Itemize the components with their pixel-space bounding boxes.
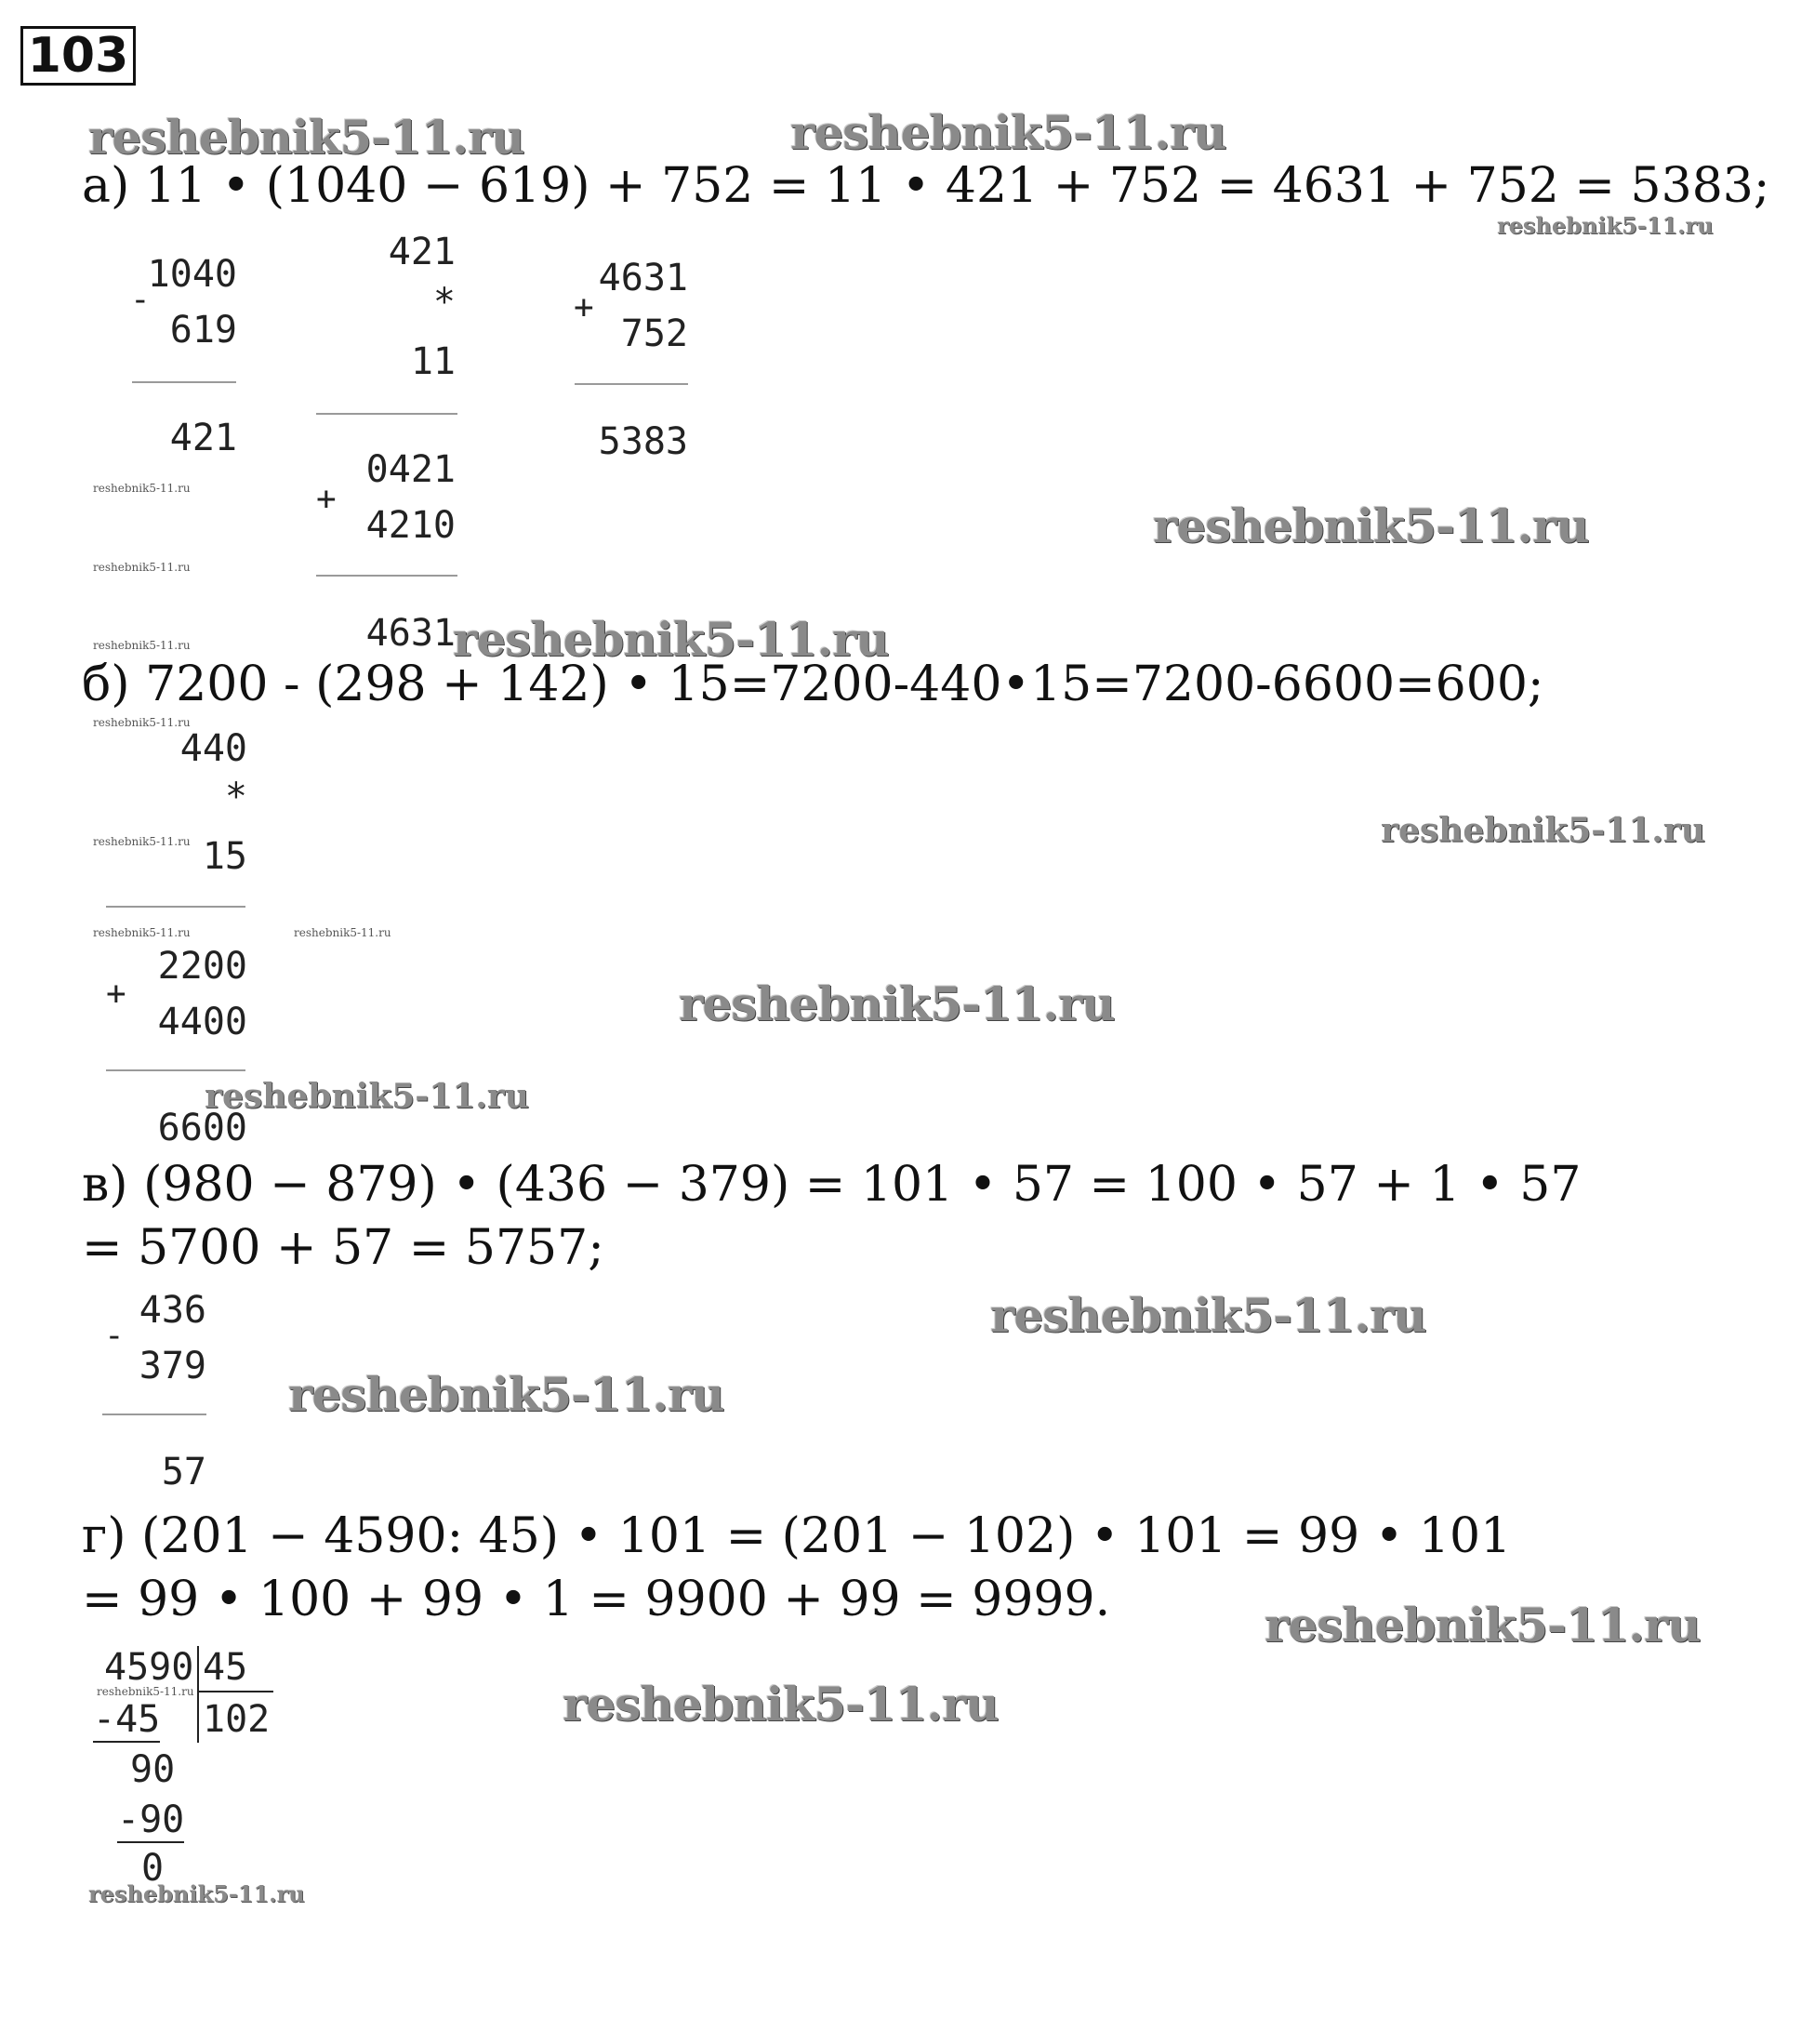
watermark: reshebnik5-11.ru <box>88 1880 305 1907</box>
mul-partial-2: 4210 <box>365 504 456 547</box>
watermark: reshebnik5-11.ru <box>97 1685 194 1698</box>
minus-sign: - <box>104 1317 125 1355</box>
mul-partial-1: 0421 <box>365 448 456 491</box>
mul-partial-1: 2200 <box>157 945 247 988</box>
watermark: reshebnik5-11.ru <box>679 976 1115 1031</box>
mul-bottom: 11 <box>410 340 456 383</box>
part-v-equation-line-2: = 5700 + 57 = 5757; <box>82 1220 604 1276</box>
division-quotient: 102 <box>203 1698 271 1741</box>
sub-minuend: 1040 <box>147 253 237 296</box>
mul-line <box>316 413 457 415</box>
watermark: reshebnik5-11.ru <box>990 1288 1426 1343</box>
division-dividend: 4590 <box>104 1646 194 1689</box>
watermark: reshebnik5-11.ru <box>93 716 191 729</box>
division-step-remainder-1: 90 <box>130 1748 176 1791</box>
add-result: 5383 <box>598 420 688 463</box>
watermark: reshebnik5-11.ru <box>93 835 191 848</box>
sub-line <box>102 1414 206 1415</box>
sub-result: 421 <box>169 417 237 459</box>
minus-sign: - <box>130 281 151 319</box>
division-step-subtract-2: -90 <box>117 1798 185 1841</box>
part-a-equation: а) 11 • (1040 − 619) + 752 = 11 • 421 + 752 = 4631 + 752 = 5383; <box>82 158 1770 214</box>
problem-number: 103 <box>20 26 136 86</box>
mul-top: 440 <box>179 727 247 770</box>
part-g-equation-line-1: г) (201 − 4590: 45) • 101 = (201 − 102) • 101 = 99 • 101 <box>82 1508 1512 1564</box>
watermark: reshebnik5-11.ru <box>93 482 191 495</box>
mul-result: 6600 <box>157 1107 247 1149</box>
part-b-equation: б) 7200 - (298 + 142) • 15=7200-440•15=7200-6600=600; <box>82 657 1544 712</box>
part-g-equation-line-2: = 99 • 100 + 99 • 1 = 9900 + 99 = 9999. <box>82 1572 1111 1627</box>
mul-line <box>106 1069 245 1071</box>
watermark: reshebnik5-11.ru <box>453 612 889 667</box>
part-v-equation-line-1: в) (980 − 879) • (436 − 379) = 101 • 57 = 100 • 57 + 1 • 57 <box>82 1157 1582 1213</box>
division-step-subtract-1: -45 <box>93 1698 161 1741</box>
watermark: reshebnik5-11.ru <box>294 926 391 939</box>
watermark: reshebnik5-11.ru <box>88 110 524 165</box>
mul-star: * <box>432 281 456 324</box>
mul-bottom: 15 <box>202 835 247 878</box>
sub-minuend: 436 <box>139 1289 206 1332</box>
mul-result: 4631 <box>365 612 456 655</box>
plus-sign: + <box>574 288 594 326</box>
watermark: reshebnik5-11.ru <box>93 926 191 939</box>
division-horizontal-line <box>199 1691 273 1692</box>
watermark: reshebnik5-11.ru <box>93 639 191 652</box>
watermark: reshebnik5-11.ru <box>1381 811 1705 850</box>
sub-subtrahend: 379 <box>139 1345 206 1387</box>
watermark: reshebnik5-11.ru <box>1265 1598 1701 1652</box>
plus-sign: + <box>316 480 337 518</box>
add-line <box>575 383 688 385</box>
mul-top: 421 <box>388 231 456 273</box>
watermark: reshebnik5-11.ru <box>93 561 191 574</box>
division-remainder: 0 <box>141 1847 165 1890</box>
watermark: reshebnik5-11.ru <box>288 1367 724 1422</box>
add-bottom: 752 <box>620 312 688 355</box>
division-divisor: 45 <box>203 1646 248 1689</box>
sub-line <box>132 381 236 383</box>
watermark: reshebnik5-11.ru <box>205 1077 529 1116</box>
sub-subtrahend: 619 <box>169 309 237 352</box>
division-vertical-line <box>197 1646 199 1743</box>
watermark: reshebnik5-11.ru <box>790 105 1226 160</box>
mul-line <box>316 575 457 577</box>
add-top: 4631 <box>598 257 688 299</box>
plus-sign: + <box>106 975 126 1013</box>
watermark: reshebnik5-11.ru <box>1497 212 1714 239</box>
mul-line <box>106 906 245 908</box>
watermark: reshebnik5-11.ru <box>1153 498 1589 553</box>
sub-result: 57 <box>161 1451 206 1493</box>
mul-star: * <box>224 776 247 818</box>
watermark: reshebnik5-11.ru <box>563 1677 999 1732</box>
mul-partial-2: 4400 <box>157 1001 247 1043</box>
